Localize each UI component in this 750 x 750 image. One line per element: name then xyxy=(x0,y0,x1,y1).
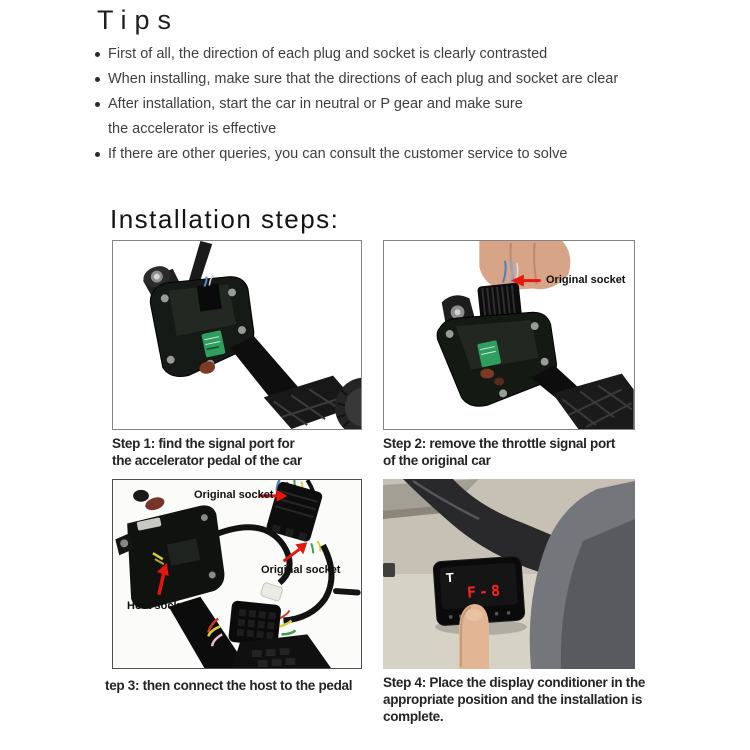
caption-line: the accelerator pedal of the car xyxy=(112,453,302,468)
installation-step-4 xyxy=(383,479,646,725)
tip-text: When installing, make sure that the directions of each plug and socket are clear xyxy=(108,71,619,87)
bullet-icon xyxy=(95,152,100,157)
accelerator-pedal-illustration xyxy=(113,241,361,429)
step1-caption xyxy=(112,435,362,469)
bullet-icon xyxy=(95,77,100,82)
installation-steps-grid xyxy=(105,240,750,725)
tip-text: the accelerator is effective xyxy=(108,121,277,137)
step3-photo xyxy=(112,479,362,669)
installation-heading: Installation steps: xyxy=(110,204,340,234)
bullet-icon xyxy=(95,102,100,107)
step1-photo xyxy=(112,240,362,430)
original-socket-label-mid: Original socket xyxy=(261,564,341,576)
original-socket-label-top: Original socket xyxy=(194,489,274,501)
tip-item xyxy=(95,92,750,117)
tips-list xyxy=(95,42,750,167)
step2-photo xyxy=(383,240,635,430)
host-socket-label: Host socket xyxy=(127,600,190,612)
caption-line: complete. xyxy=(383,709,444,724)
bullet-icon xyxy=(95,52,100,57)
tips-heading: Tips xyxy=(97,5,180,35)
caption-line: of the original car xyxy=(383,453,491,468)
installation-step-2 xyxy=(383,240,635,469)
step4-photo xyxy=(383,479,635,669)
tip-text: First of all, the direction of each plug and socket is clearly contrasted xyxy=(108,46,548,62)
caption-line: tep 3: then connect the host to the pedal xyxy=(105,678,353,693)
tip-text: If there are other queries, you can consult the customer service to solve xyxy=(108,146,568,162)
tip-item xyxy=(95,142,750,167)
tip-item xyxy=(95,42,750,67)
display-conditioner-in-car-illustration xyxy=(383,479,635,669)
caption-line: Step 2: remove the throttle signal port xyxy=(383,436,616,451)
device-brand-logo: T xyxy=(445,569,455,586)
tip-item-continuation xyxy=(95,117,750,142)
installation-step-3 xyxy=(105,479,362,725)
caption-line: appropriate position and the installation is xyxy=(383,692,643,707)
socket-removal-illustration xyxy=(384,241,634,429)
caption-line: Step 4: Place the display conditioner in the xyxy=(383,675,646,690)
installation-step-1 xyxy=(112,240,362,469)
step2-caption xyxy=(383,435,635,469)
step4-caption xyxy=(383,674,646,725)
original-socket-label: Original socket xyxy=(546,274,626,286)
tip-text: After installation, start the car in neutral or P gear and make sure xyxy=(108,96,523,112)
caption-line: Step 1: find the signal port for xyxy=(112,436,295,451)
device-led-display: F-8 xyxy=(466,581,504,602)
tip-item xyxy=(95,67,750,92)
step3-caption xyxy=(105,677,362,694)
